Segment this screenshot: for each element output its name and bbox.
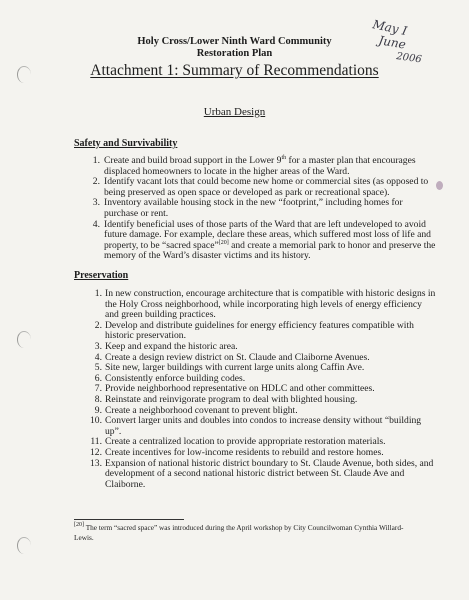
list-item-text: Site new, larger buildings with current large units along Caffin Ave. — [105, 362, 365, 374]
list-item-text: Develop and distribute guidelines for energy efficiency features compatible with historic preservation. — [105, 319, 414, 342]
list-item-text: Provide neighborhood representative on HDLC and other committees. — [105, 383, 375, 395]
list-item-number: 10. — [90, 415, 102, 427]
section-title-urban-design: Urban Design — [203, 106, 266, 118]
list-item — [86, 198, 436, 219]
list-item-number: 7. — [94, 383, 102, 395]
list-item-number: 1. — [92, 155, 100, 166]
heading-safety-survivability: Safety and Survivability — [74, 138, 178, 149]
list-item-text: In new construction, encourage architecture that is compatible with historic designs in the Holy Cross neighborhood, while incorporating high levels of energy efficiency and green building practices. — [105, 288, 436, 321]
list-item-text: Keep and expand the historic area. — [105, 340, 238, 352]
list-item-number: 12. — [90, 446, 102, 458]
attachment-title: Attachment 1: Summary of Recommendations — [90, 62, 379, 79]
list-item-number: 11. — [90, 436, 102, 448]
list-item-number: 2. — [92, 176, 100, 188]
list-item — [86, 220, 436, 262]
list-item-number: 4. — [94, 351, 102, 363]
list-item-text: Identify vacant lots that could become new home or commercial sites (as opposed to being preserved as open space or developed as park or recreational space). — [104, 176, 429, 198]
list-item-text: Create incentives for low-income residents to rebuild and restore homes. — [105, 446, 384, 458]
list-item-text: for a master plan that encourages displaced homeowners to locate in the higher areas of the Ward. — [104, 155, 416, 177]
safety-list — [86, 156, 436, 262]
list-item-number: 1. — [94, 288, 102, 299]
list-item-number: 3. — [94, 340, 102, 352]
handwritten-note-line2: June — [377, 33, 407, 52]
footnote-text: The term “sacred space” was introduced during the April workshop by City Councilwoman Cynthia Willard-Lewis. — [74, 523, 404, 542]
preservation-list — [86, 289, 436, 490]
header-plan: Restoration Plan — [196, 48, 273, 59]
ink-speck — [436, 181, 443, 190]
heading-preservation: Preservation — [74, 270, 129, 281]
list-item-text: Create and build broad support in the Lower 9 — [104, 155, 282, 166]
superscript: th — [281, 155, 287, 161]
list-item-number: 3. — [92, 197, 100, 209]
footnote-divider — [74, 519, 184, 520]
list-item-text: Inventory available housing stock in the new “footprint,” including homes for purchase or rent. — [104, 197, 403, 219]
list-item-text: and create a memorial park to honor and preserve the memory of the Ward’s disaster victims and its history. — [104, 239, 436, 262]
list-item-text: Expansion of national historic district boundary to St. Claude Avenue, both sides, and development of a second national historic district between St. Claude Ave and Claiborne. — [105, 457, 434, 490]
list-item-text: Consistently enforce building codes. — [105, 372, 246, 384]
list-item-text: Convert larger units and doubles into condos to increase density without “building up”. — [105, 415, 422, 437]
list-item-number: 8. — [94, 393, 102, 405]
list-item — [86, 177, 436, 198]
list-item-text: Create a neighborhood covenant to prevent blight. — [105, 404, 298, 416]
punch-hole-bottom — [17, 537, 31, 554]
handwritten-note-line1: May I — [371, 17, 409, 39]
list-item — [86, 156, 436, 177]
list-item-number: 4. — [92, 218, 100, 230]
list-item-text: Identify beneficial uses of those parts of the Ward that are left undeveloped to avoid future damage. For example, declare these areas, which suffered most loss of life and property, to be “sacred space” — [104, 218, 431, 251]
list-item-number: 9. — [94, 404, 102, 416]
header-organization: Holy Cross/Lower Ninth Ward Community — [137, 36, 332, 47]
list-item-number: 13. — [90, 457, 102, 469]
footnote-reference: [20] — [218, 239, 229, 246]
list-item-number: 5. — [94, 362, 102, 374]
list-item — [86, 459, 436, 491]
handwritten-note-line3: 2006 — [395, 51, 423, 66]
list-item-text: Create a centralized location to provide appropriate restoration materials. — [105, 436, 386, 448]
list-item — [86, 289, 436, 321]
footnote — [74, 523, 404, 542]
list-item-number: 6. — [94, 372, 102, 384]
punch-hole-middle — [17, 331, 31, 348]
list-item-text: Reinstate and reinvigorate program to deal with blighted housing. — [105, 393, 358, 405]
footnote-marker: [20] — [74, 522, 84, 528]
list-item-number: 2. — [94, 319, 102, 331]
list-item — [86, 321, 436, 342]
list-item-text: Create a design review district on St. Claude and Claiborne Avenues. — [105, 351, 370, 363]
list-item — [86, 416, 436, 437]
